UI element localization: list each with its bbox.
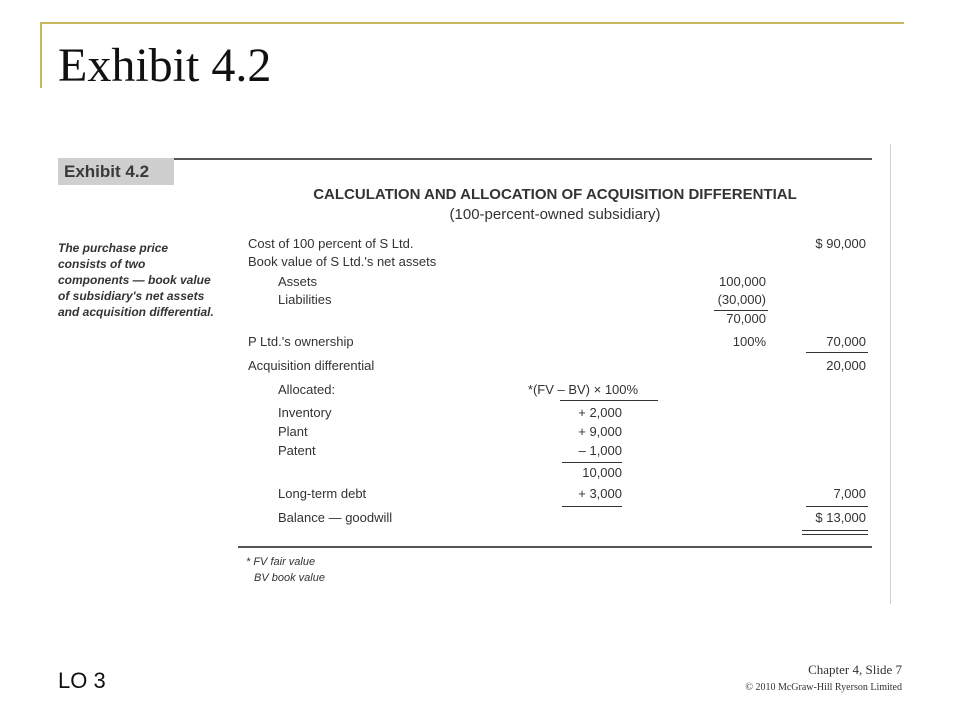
exhibit-heading: CALCULATION AND ALLOCATION OF ACQUISITION DIFFERENTIAL bbox=[313, 186, 797, 203]
rule-subtotal bbox=[562, 462, 622, 463]
learning-objective: LO 3 bbox=[58, 668, 106, 693]
row-goodwill-label: Balance — goodwill bbox=[278, 510, 393, 525]
slide-frame-top bbox=[40, 22, 904, 24]
footer-slide-number: Chapter 4, Slide 7 bbox=[808, 662, 902, 677]
row-ltdebt-value: + 3,000 bbox=[578, 486, 622, 501]
row-ownership-label: P Ltd.'s ownership bbox=[248, 334, 354, 349]
column-header-fv-bv: *(FV – BV) × 100% bbox=[527, 382, 639, 397]
footnote-bv: BV book value bbox=[254, 572, 325, 584]
row-goodwill-value: $ 13,000 bbox=[815, 510, 866, 525]
rule-allocation-total bbox=[806, 506, 868, 507]
row-assets-value: 100,000 bbox=[719, 274, 766, 289]
row-ltdebt-total: 7,000 bbox=[833, 486, 866, 501]
row-ltdebt-label: Long-term debt bbox=[278, 486, 367, 501]
row-liabilities-value: (30,000) bbox=[717, 292, 766, 307]
footnote-fv: * FV fair value bbox=[246, 556, 316, 568]
exhibit-top-rule bbox=[174, 158, 872, 160]
row-net-assets-value: 70,000 bbox=[726, 311, 766, 326]
rule-allocation-end bbox=[562, 506, 622, 507]
row-plant-label: Plant bbox=[278, 424, 308, 439]
row-inventory-value: + 2,000 bbox=[578, 405, 622, 420]
footer-copyright: © 2010 McGraw-Hill Ryerson Limited bbox=[745, 682, 902, 693]
row-inventory-label: Inventory bbox=[278, 405, 332, 420]
row-patent-label: Patent bbox=[278, 443, 316, 458]
row-plant-value: + 9,000 bbox=[578, 424, 622, 439]
row-cost-value: $ 90,000 bbox=[815, 236, 866, 251]
row-patent-value: – 1,000 bbox=[578, 443, 622, 458]
slide-frame-left bbox=[40, 22, 42, 88]
rule-column-header bbox=[560, 400, 658, 401]
row-ownership-value: 70,000 bbox=[826, 334, 866, 349]
row-liabilities-label: Liabilities bbox=[278, 292, 332, 307]
exhibit-side-border bbox=[890, 144, 891, 604]
rule-ownership bbox=[806, 352, 868, 353]
exhibit-sidenote: The purchase price consists of two components — book value of subsidiary's net assets and acquisition differential. bbox=[58, 241, 214, 319]
row-allocated-label: Allocated: bbox=[278, 382, 336, 397]
row-assets-label: Assets bbox=[278, 274, 318, 289]
row-subtotal-value: 10,000 bbox=[582, 465, 622, 480]
row-acq-diff-value: 20,000 bbox=[826, 358, 866, 373]
slide-title: Exhibit 4.2 bbox=[58, 39, 272, 92]
row-ownership-percent: 100% bbox=[732, 334, 766, 349]
exhibit-bottom-rule bbox=[238, 546, 872, 548]
exhibit-subheading: (100-percent-owned subsidiary) bbox=[449, 206, 661, 223]
row-book-value-label: Book value of S Ltd.'s net assets bbox=[248, 254, 437, 269]
exhibit-figure bbox=[58, 144, 892, 604]
row-acq-diff-label: Acquisition differential bbox=[248, 358, 375, 373]
exhibit-label: Exhibit 4.2 bbox=[58, 158, 174, 185]
row-cost-label: Cost of 100 percent of S Ltd. bbox=[248, 236, 414, 251]
rule-goodwill-double bbox=[802, 530, 868, 535]
